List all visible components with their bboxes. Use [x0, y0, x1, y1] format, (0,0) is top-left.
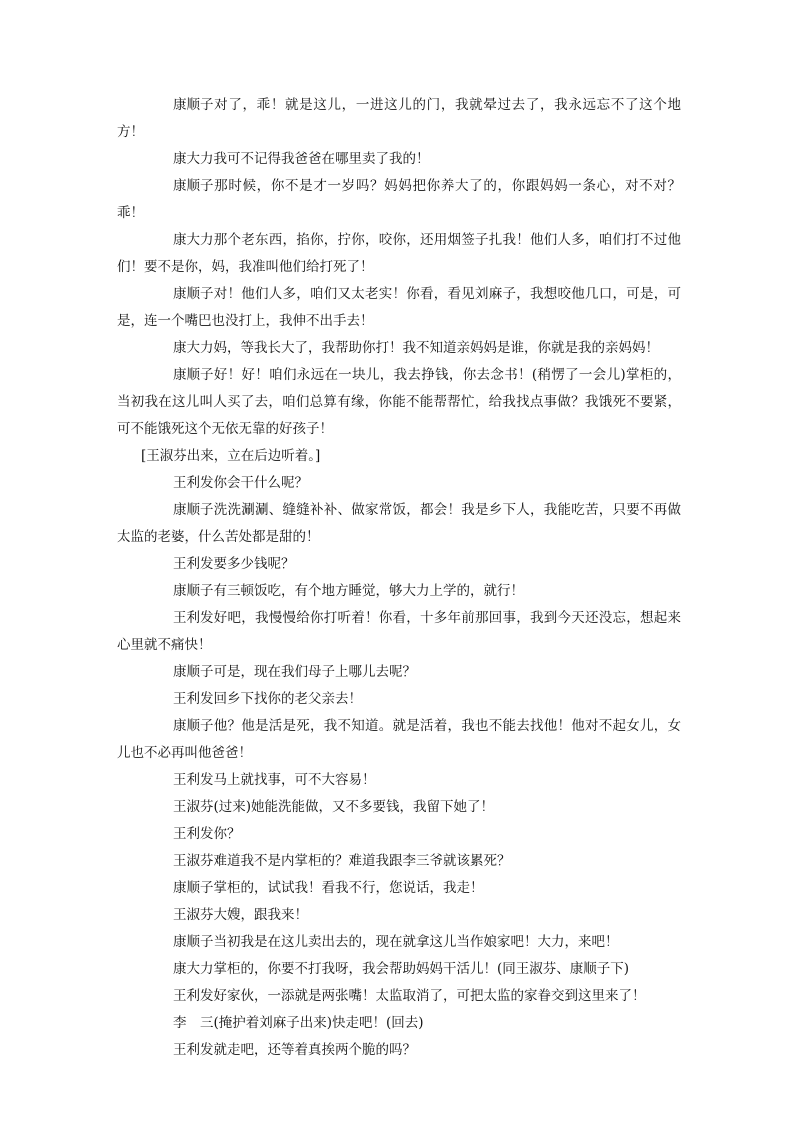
dialogue-line	[117, 929, 681, 956]
dialogue-text: 洗洗涮涮、缝缝补补、做家常饭，都会！我是乡下人，我能吃苦，只要不再做太监的老婆，什么苦处都是甜的！	[117, 502, 681, 545]
speaker-name: 康顺子	[173, 178, 214, 194]
speaker-name: 王淑芬	[173, 799, 214, 815]
dialogue-line	[117, 146, 681, 173]
dialogue-line	[117, 335, 681, 362]
dialogue-line	[117, 794, 681, 821]
speaker-name: 康顺子	[173, 97, 214, 113]
speaker-name: 康顺子	[173, 367, 214, 383]
dialogue-line	[117, 713, 681, 767]
dialogue-text: 马上就找事，可不大容易！	[213, 772, 376, 788]
dialogue-text: 回乡下找你的老父亲去！	[213, 691, 362, 707]
dialogue-text: 对了，乖！就是这儿，一进这儿的门，我就晕过去了，我永远忘不了这个地方！	[117, 97, 681, 140]
dialogue-line	[117, 551, 681, 578]
dialogue-text: (过来)她能洗能做，又不多要钱，我留下她了！	[213, 799, 495, 815]
dialogue-text: 可是，现在我们母子上哪儿去呢？	[213, 664, 416, 680]
dialogue-line	[117, 281, 681, 335]
speaker-name: 王利发	[173, 610, 214, 626]
dialogue-text: 要多少钱呢？	[213, 556, 295, 572]
dialogue-text: 难道我不是内掌柜的？难道我跟李三爷就该累死？	[213, 853, 511, 869]
speaker-name: 王利发	[173, 988, 214, 1004]
dialogue-text: 那个老东西，掐你，拧你，咬你，还用烟签子扎我！他们人多，咱们打不过他们！要不是你，妈，我准叫他们给打死了！	[117, 232, 681, 275]
dialogue-line	[117, 821, 681, 848]
speaker-name: 王利发	[173, 826, 214, 842]
speaker-name: 康顺子	[173, 718, 214, 734]
dialogue-line	[117, 227, 681, 281]
dialogue-text: 有三顿饭吃，有个地方睡觉，够大力上学的，就行！	[213, 583, 524, 599]
dialogue-text: 好吧，我慢慢给你打听着！你看，十多年前那回事，我到今天还没忘，想起来心里就不痛快！	[117, 610, 681, 653]
dialogue-text: 你？	[213, 826, 241, 842]
dialogue-text: 我可不记得我爸爸在哪里卖了我的！	[213, 151, 430, 167]
dialogue-line	[117, 92, 681, 146]
dialogue-text: (掩护着刘麻子出来)快走吧！(回去)	[213, 1015, 424, 1031]
speaker-name: 康大力	[173, 961, 214, 977]
speaker-name: 康顺子	[173, 880, 214, 896]
dialogue-line	[117, 1010, 681, 1037]
stage-direction: [王淑芬出来，立在后边听着。]	[141, 448, 321, 464]
speaker-name: 王利发	[173, 556, 214, 572]
dialogue-text: 妈，等我长大了，我帮助你打！我不知道亲妈妈是谁，你就是我的亲妈妈！	[213, 340, 659, 356]
speaker-name: 康大力	[173, 232, 214, 248]
dialogue-line	[117, 173, 681, 227]
speaker-name: 王利发	[173, 772, 214, 788]
dialogue-line	[117, 578, 681, 605]
dialogue-line	[117, 686, 681, 713]
dialogue-text: 好！好！咱们永远在一块儿，我去挣钱，你去念书！(稍愣了一会儿)掌柜的，当初我在这儿叫人买了去，咱们总算有缘，你能不能帮帮忙，给我找点事做？我饿死不要紧，可不能饿死这个无依无靠的好孩子！	[117, 367, 681, 437]
speaker-name: 康顺子	[173, 583, 214, 599]
dialogue-text: 掌柜的，试试我！看我不行，您说话，我走！	[213, 880, 484, 896]
dialogue-line	[117, 902, 681, 929]
dialogue-line	[117, 848, 681, 875]
dialogue-text: 大嫂，跟我来！	[213, 907, 308, 923]
speaker-name: 李 三	[173, 1015, 214, 1031]
speaker-name: 康大力	[173, 151, 214, 167]
dialogue-text: 你会干什么呢？	[213, 475, 308, 491]
speaker-name: 康顺子	[173, 502, 214, 518]
speaker-name: 王利发	[173, 691, 214, 707]
dialogue-line	[117, 362, 681, 443]
speaker-name: 康大力	[173, 340, 214, 356]
speaker-name: 康顺子	[173, 286, 214, 302]
speaker-name: 康顺子	[173, 934, 214, 950]
dialogue-line	[117, 605, 681, 659]
dialogue-line	[117, 875, 681, 902]
speaker-name: 王利发	[173, 475, 214, 491]
speaker-name: 王淑芬	[173, 853, 214, 869]
dialogue-line	[117, 497, 681, 551]
speaker-name: 康顺子	[173, 664, 214, 680]
dialogue-line	[117, 983, 681, 1010]
dialogue-line	[117, 1037, 681, 1064]
play-script	[117, 92, 681, 1064]
dialogue-text: 那时候，你不是才一岁吗？妈妈把你养大了的，你跟妈妈一条心，对不对？乖！	[117, 178, 681, 221]
speaker-name: 王淑芬	[173, 907, 214, 923]
dialogue-line	[117, 767, 681, 794]
dialogue-line	[117, 659, 681, 686]
dialogue-text: 对！他们人多，咱们又太老实！你看，看见刘麻子，我想咬他几口，可是，可是，连一个嘴巴也没打上，我伸不出手去！	[117, 286, 681, 329]
dialogue-text: 掌柜的，你要不打我呀，我会帮助妈妈干活儿！(同王淑芬、康顺子下)	[213, 961, 630, 977]
dialogue-text: 当初我是在这儿卖出去的，现在就拿这儿当作娘家吧！大力，来吧！	[213, 934, 619, 950]
speaker-name: 王利发	[173, 1042, 214, 1058]
dialogue-line	[117, 470, 681, 497]
dialogue-text: 就走吧，还等着真挨两个脆的吗？	[213, 1042, 416, 1058]
dialogue-text: 好家伙，一添就是两张嘴！太监取消了，可把太监的家眷交到这里来了！	[213, 988, 646, 1004]
dialogue-line	[117, 956, 681, 983]
dialogue-text: 他？他是活是死，我不知道。就是活着，我也不能去找他！他对不起女儿，女儿也不必再叫他爸爸！	[117, 718, 681, 761]
